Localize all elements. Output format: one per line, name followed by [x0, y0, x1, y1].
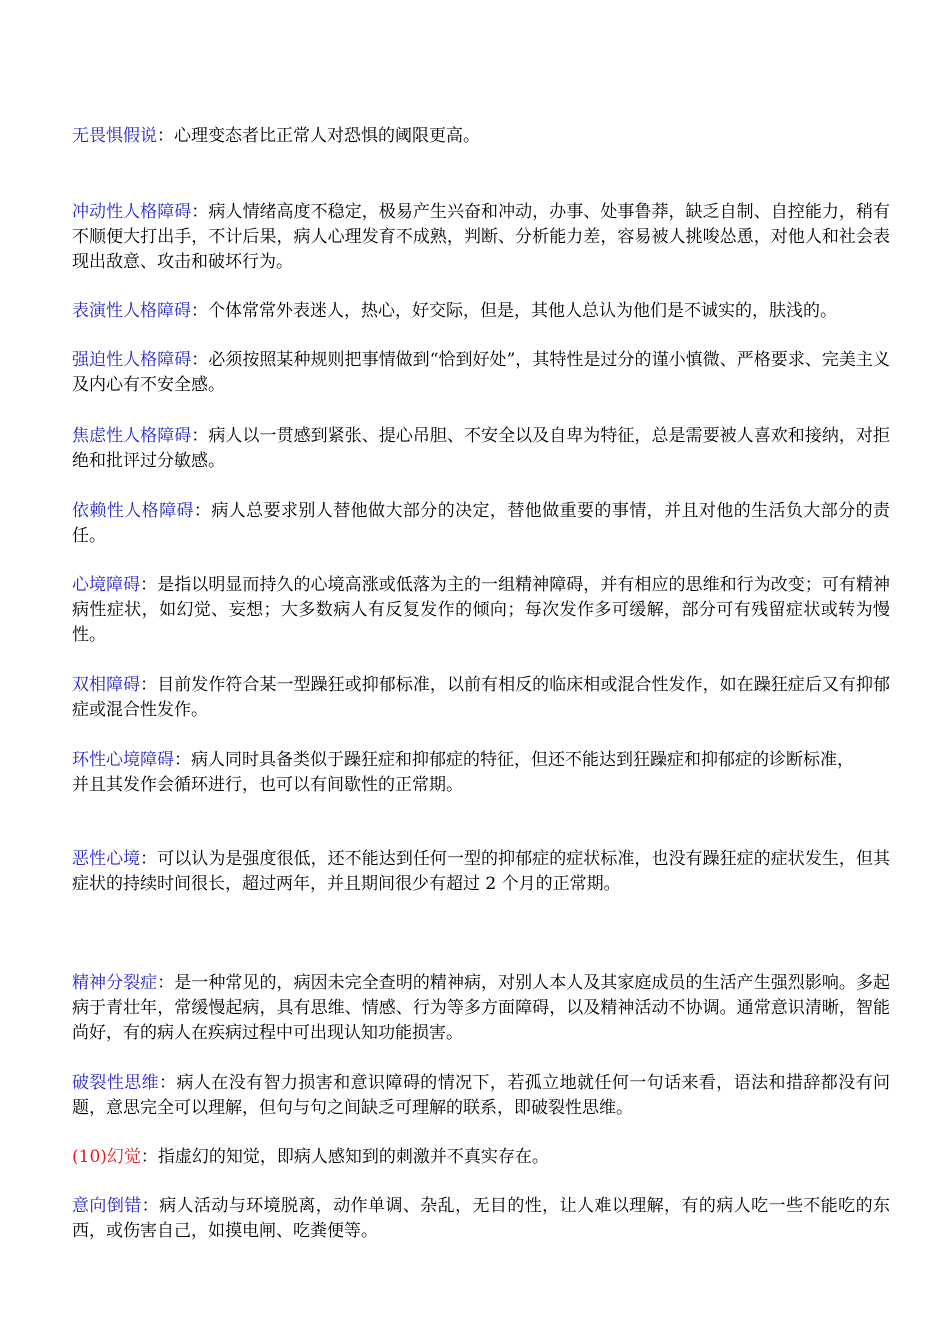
- definition-entry-bipolar-disorder: [72, 673, 890, 723]
- definition-text: 必须按照某种规则把事情做到“恰到好处”，其特性是过分的谨小慎微、严格要求、完美主义及内心有不安全感。: [72, 350, 891, 395]
- definition-text: 病人活动与环境脱离，动作单调、杂乱，无目的性，让人难以理解，有的病人吃一些不能吃的东西，或伤害自己，如摸电闸、吃粪便等。: [72, 1196, 891, 1241]
- definition-entry-fearlessness-hypothesis: [72, 124, 890, 149]
- definition-entry-obsessive-personality: [72, 348, 890, 398]
- definition-text: 是指以明显而持久的心境高涨或低落为主的一组精神障碍，并有相应的思维和行为改变；可有精神病性症状，如幻觉、妄想；大多数病人有反复发作的倾向；每次发作多可缓解，部分可有残留症状或转为慢性。: [72, 575, 891, 645]
- definition-text: 病人以一贯感到紧张、提心吊胆、不安全以及自卑为特征，总是需要被人喜欢和接纳，对拒绝和批评过分敏感。: [72, 426, 891, 471]
- definition-text: 病人总要求别人替他做大部分的决定，替他做重要的事情，并且对他的生活负大部分的责任。: [72, 501, 891, 546]
- definition-entry-dysthymia: [72, 847, 890, 897]
- term-separator: ：: [191, 426, 209, 446]
- term-label: 强迫性人格障碍: [72, 350, 192, 370]
- term-separator: ：: [193, 501, 212, 521]
- term-separator: ：: [191, 350, 209, 370]
- term-label: 恶性心境: [72, 849, 141, 869]
- definition-entry-histrionic-personality: [72, 299, 890, 324]
- definition-entry-mood-disorder: [72, 573, 890, 648]
- definition-text: 目前发作符合某一型躁狂或抑郁标准，以前有相反的临床相或混合性发作，如在躁狂症后又有抑郁症或混合性发作。: [72, 675, 891, 720]
- definition-text: 可以认为是强度很低，还不能达到任何一型的抑郁症的症状标准，也没有躁狂症的症状发生，但其症状的持续时间很长，超过两年，并且期间很少有超过 2 个月的正常期。: [72, 849, 891, 894]
- term-separator: ：: [157, 126, 174, 146]
- definition-entry-parabulia: [72, 1194, 890, 1244]
- definition-text: 病人同时具备类似于躁狂症和抑郁症的特征，但还不能达到狂躁症和抑郁症的诊断标准，: [191, 750, 854, 770]
- term-separator: ：: [159, 1073, 177, 1093]
- definition-entry-fragmented-thinking: [72, 1071, 890, 1121]
- term-label: 环性心境障碍: [72, 750, 174, 770]
- definition-entry-anxious-personality: [72, 424, 890, 474]
- term-label: 精神分裂症: [72, 973, 158, 993]
- definition-entry-impulsive-personality: [72, 200, 890, 275]
- term-label: 焦虑性人格障碍: [72, 426, 192, 446]
- definition-text: 是一种常见的，病因未完全查明的精神病，对别人本人及其家庭成员的生活产生强烈影响。多起病于青壮年，常缓慢起病，具有思维、情感、行为等多方面障碍，以及精神活动不协调。通常意识清晰，智能尚好，有的病人在疾病过程中可出现认知功能损害。: [72, 973, 891, 1043]
- term-label: 依赖性人格障碍: [72, 501, 194, 521]
- term-separator: ：: [140, 575, 158, 595]
- definition-text: 心理变态者比正常人对恐惧的阈限更高。: [174, 126, 480, 146]
- definition-text: 指虚幻的知觉，即病人感知到的刺激并不真实存在。: [157, 1147, 549, 1167]
- definition-text: 病人情绪高度不稳定，极易产生兴奋和冲动，办事、处事鲁莽，缺乏自制、自控能力，稍有不顺便大打出手，不计后果，病人心理发育不成熟，判断、分析能力差，容易被人挑唆怂恿，对他人和社会表现出敌意、攻击和破坏行为。: [72, 202, 891, 272]
- term-label: 无畏惧假说: [72, 126, 157, 146]
- term-separator: ：: [140, 1147, 158, 1167]
- definition-entry-schizophrenia: [72, 971, 890, 1046]
- term-separator: ：: [174, 750, 191, 770]
- definition-entry-cyclothymia: [72, 748, 890, 798]
- term-separator: ：: [157, 973, 175, 993]
- term-label: 冲动性人格障碍: [72, 202, 192, 222]
- definition-text: 病人在没有智力损害和意识障碍的情况下，若孤立地就任何一句话来看，语法和措辞都没有问题，意思完全可以理解，但句与句之间缺乏可理解的联系，即破裂性思维。: [72, 1073, 891, 1118]
- term-separator: ：: [191, 202, 209, 222]
- term-separator: ：: [141, 1196, 160, 1216]
- term-separator: ：: [140, 675, 158, 695]
- term-label: (10)幻觉: [72, 1147, 141, 1167]
- definition-entry-hallucination: [72, 1145, 890, 1170]
- term-label: 表演性人格障碍: [72, 301, 191, 321]
- term-label: 双相障碍: [72, 675, 141, 695]
- definition-entry-dependent-personality: [72, 499, 890, 549]
- term-label: 意向倒错: [72, 1196, 142, 1216]
- definition-text-continuation: 并且其发作会循环进行，也可以有间歇性的正常期。: [72, 775, 463, 795]
- term-label: 心境障碍: [72, 575, 141, 595]
- definition-text: 个体常常外表迷人，热心，好交际，但是，其他人总认为他们是不诚实的，肤浅的。: [208, 301, 837, 321]
- term-separator: ：: [191, 301, 208, 321]
- term-separator: ：: [140, 849, 158, 869]
- term-label: 破裂性思维: [72, 1073, 160, 1093]
